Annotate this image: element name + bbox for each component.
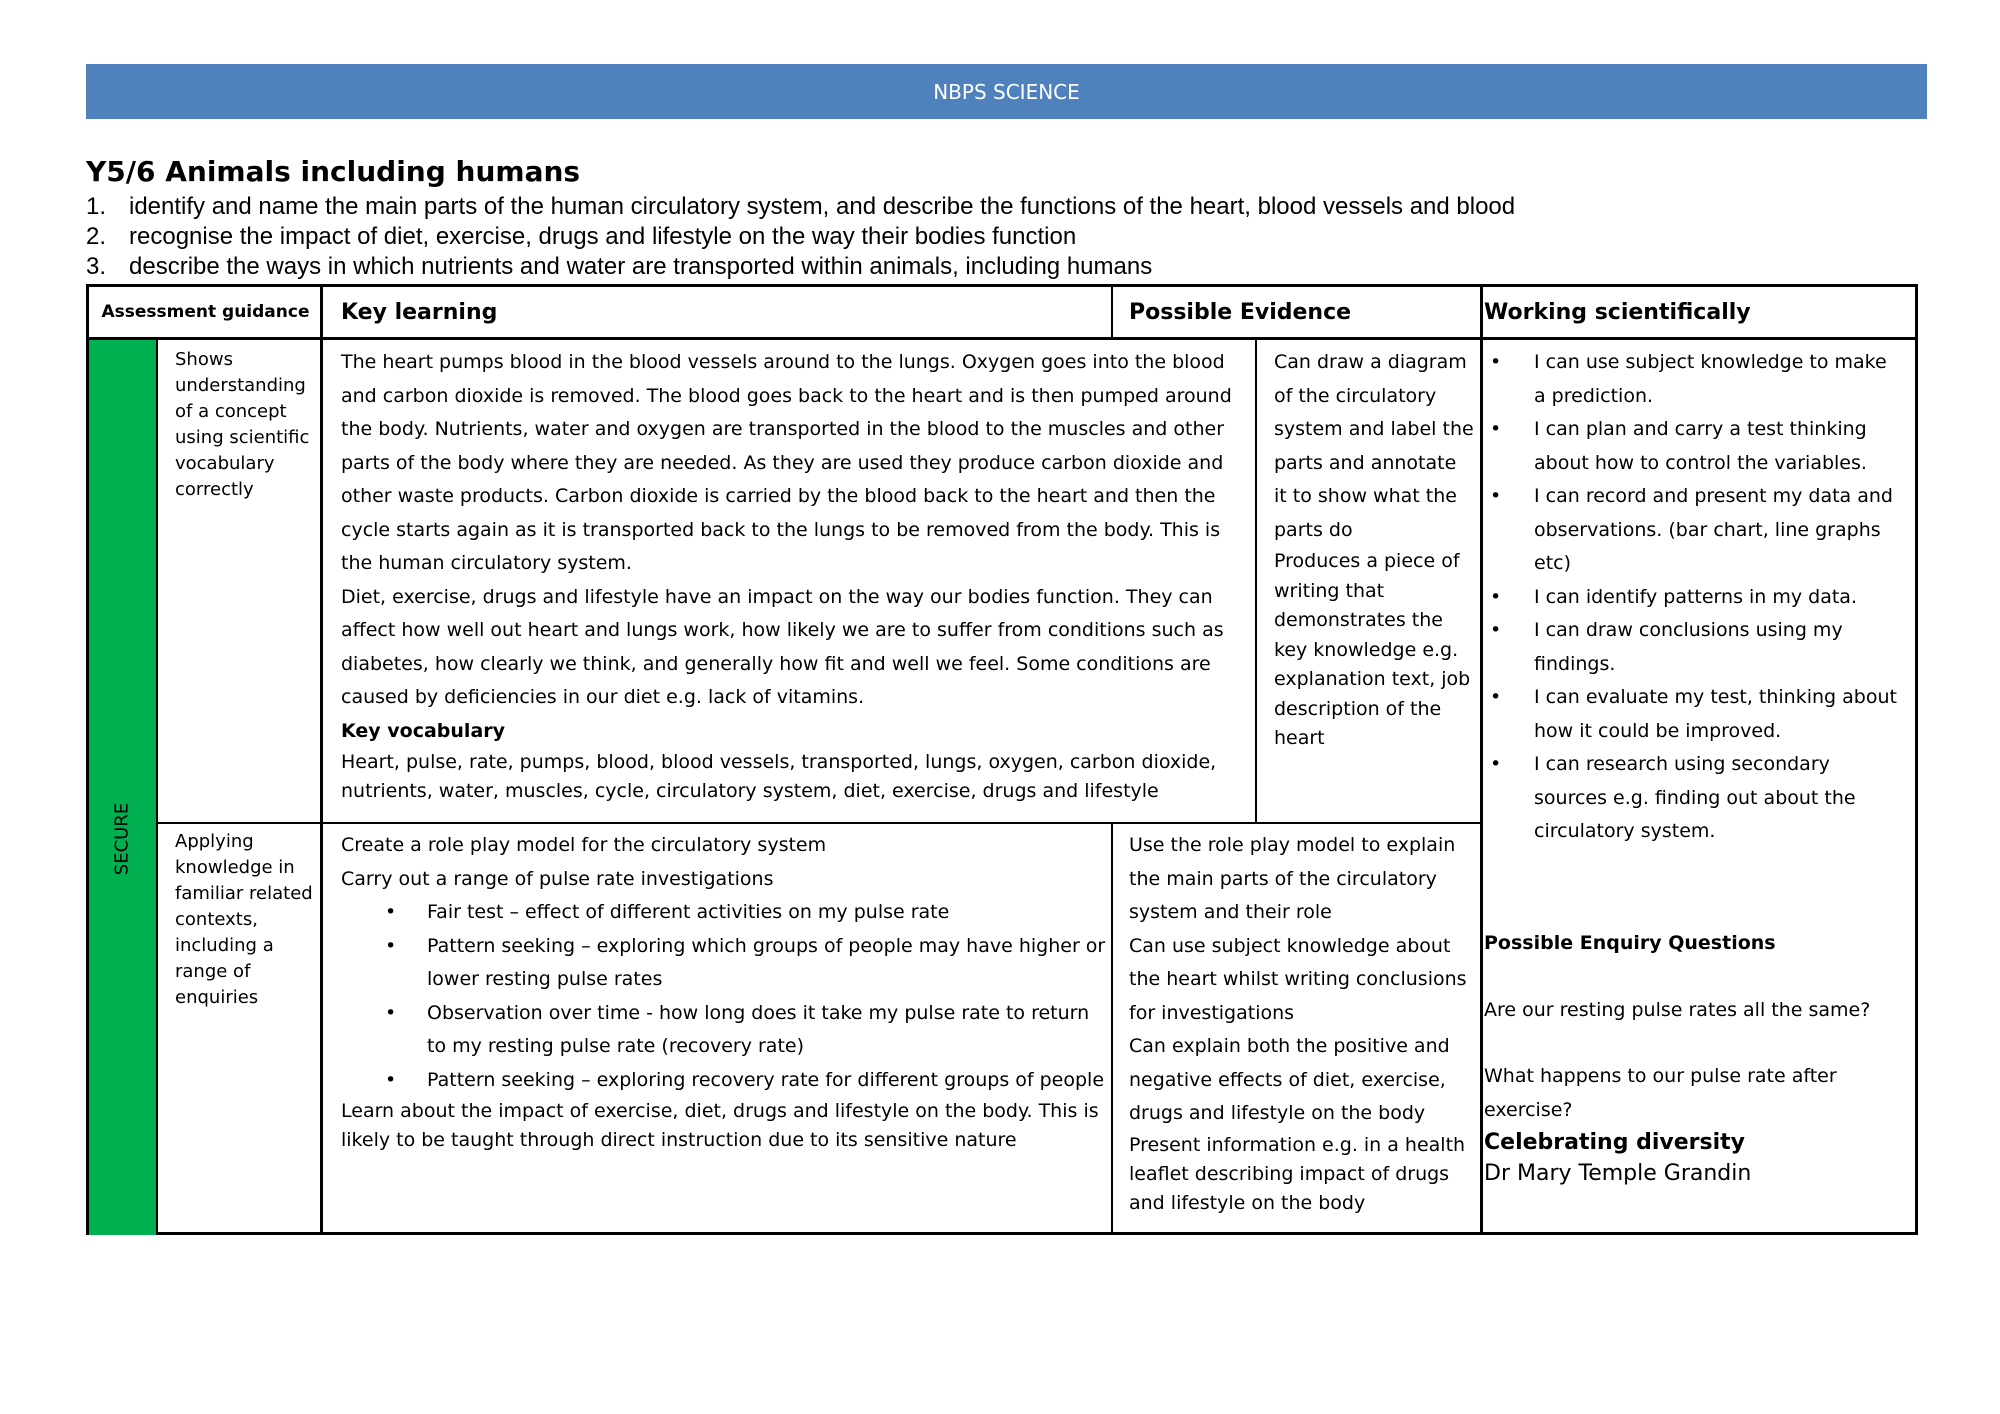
objective-text: identify and name the main parts of the human circulatory system, and describe the functions of the heart, blood vessels and blood [129,193,1516,220]
investigation-item: • Observation over time - how long does it take my pulse rate to return to my resting pulse rate (recovery rate) [341,997,1106,1064]
enquiry-section [1484,927,1904,1189]
diversity-heading: Celebrating diversity [1484,1130,1745,1155]
header-working-scientifically: Working scientifically [1484,299,1751,325]
working-item: • I can research using secondary sources e.g. finding out about the circulatory system. [1484,748,1902,849]
working-scientifically-list [1484,346,1902,849]
working-item: • I can evaluate my test, thinking about how it could be improved. [1484,681,1902,748]
header-assessment-guidance: Assessment guidance [101,302,310,322]
key-vocabulary-list: Heart, pulse, rate, pumps, blood, blood vessels, transported, lungs, oxygen, carbon dioxide, nutrients, water, muscles, cycle, circulatory system, diet, exercise, drugs and lifestyle [341,751,1217,802]
row2-evidence-paragraph: Can explain both the positive and negative effects of diet, exercise, drugs and lifestyle on the body [1129,1035,1450,1124]
secure-label: SECURE [111,802,133,876]
enquiry-question: Are our resting pulse rates all the same? [1484,998,1871,1021]
row2-evidence [1129,829,1474,1218]
header-banner: NBPS SCIENCE [86,64,1927,119]
row2-evidence-paragraph: Use the role play model to explain the main parts of the circulatory system and their role [1129,834,1456,923]
objectives-list [86,192,1515,282]
header-possible-evidence: Possible Evidence [1129,299,1352,325]
investigation-item: • Fair test – effect of different activities on my pulse rate [341,896,1106,930]
row1-key-learning [341,346,1251,806]
row1-evidence [1274,346,1474,754]
key-vocabulary-heading: Key vocabulary [341,719,506,742]
objective-number: 1. [86,193,107,220]
investigation-list [341,896,1106,1097]
page-title: Y5/6 Animals including humans [86,155,581,188]
working-item: • I can use subject knowledge to make a prediction. [1484,346,1902,413]
row2-key-learning [341,829,1106,1155]
assessment-table [86,284,1918,1235]
objective-text: recognise the impact of diet, exercise, drugs and lifestyle on the way their bodies function [129,223,1077,250]
objective-item [86,252,1515,282]
header-key-learning: Key learning [341,299,498,325]
working-item: • I can record and present my data and observations. (bar chart, line graphs etc) [1484,480,1902,581]
row2-learning-line: Carry out a range of pulse rate investigations [341,867,774,890]
investigation-item: • Pattern seeking – exploring recovery rate for different groups of people [341,1064,1106,1098]
row2-evidence-paragraph: Can use subject knowledge about the heart whilst writing conclusions for investigations [1129,934,1467,1024]
row2-learning-line: Learn about the impact of exercise, diet, drugs and lifestyle on the body. This is likely to be taught through direct instruction due to its sensitive nature [341,1100,1099,1151]
working-scientifically-column [1484,346,1912,849]
investigation-item: • Pattern seeking – exploring which groups of people may have higher or lower resting pulse rates [341,930,1106,997]
row1-learning-paragraph-2: Diet, exercise, drugs and lifestyle have an impact on the way our bodies function. They can affect how well out heart and lungs work, how likely we are to suffer from conditions such as diabetes, how clearly we think, and generally how fit and well we feel. Some conditions are caused by deficiencies in our diet e.g. lack of vitamins. [341,585,1224,708]
diversity-name: Dr Mary Temple Grandin [1484,1161,1752,1186]
objective-number: 2. [86,223,107,250]
row2-learning-line: Create a role play model for the circulatory system [341,834,827,856]
row2-evidence-paragraph: Present information e.g. in a health leaflet describing impact of drugs and lifestyle on the body [1129,1133,1466,1214]
working-item: • I can plan and carry a test thinking about how to control the variables. [1484,413,1902,480]
enquiry-heading: Possible Enquiry Questions [1484,932,1776,954]
enquiry-question: What happens to our pulse rate after exercise? [1484,1065,1837,1121]
objective-text: describe the ways in which nutrients and water are transported within animals, including humans [129,253,1153,280]
row1-learning-paragraph-1: The heart pumps blood in the blood vessels around to the lungs. Oxygen goes into the blood and carbon dioxide is removed. The blood goes back to the heart and is then pumped around the body. Nutrients, water and oxygen are transported in the blood to the muscles and other parts of the body where they are needed. As they are used they produce carbon dioxide and other waste products. Carbon dioxide is carried by the blood back to the heart and then the cycle starts again as it is transported back to the lungs to be removed from the body. This is the human circulatory system. [341,351,1232,574]
objective-item [86,192,1515,222]
row1-evidence-paragraph-1: Can draw a diagram of the circulatory system and label the parts and annotate it to show what the parts do [1274,351,1474,541]
row1-guidance: Shows understanding of a concept using scientific vocabulary correctly [175,349,310,500]
row2-guidance: Applying knowledge in familiar related contexts, including a range of enquiries [175,831,313,1008]
working-item: • I can draw conclusions using my findings. [1484,614,1902,681]
row1-evidence-paragraph-2: Produces a piece of writing that demonstrates the key knowledge e.g. explanation text, job description of the heart [1274,550,1471,749]
objective-number: 3. [86,253,107,280]
objective-item [86,222,1515,252]
working-item: • I can identify patterns in my data. [1484,581,1902,615]
secure-bar [89,339,156,1235]
